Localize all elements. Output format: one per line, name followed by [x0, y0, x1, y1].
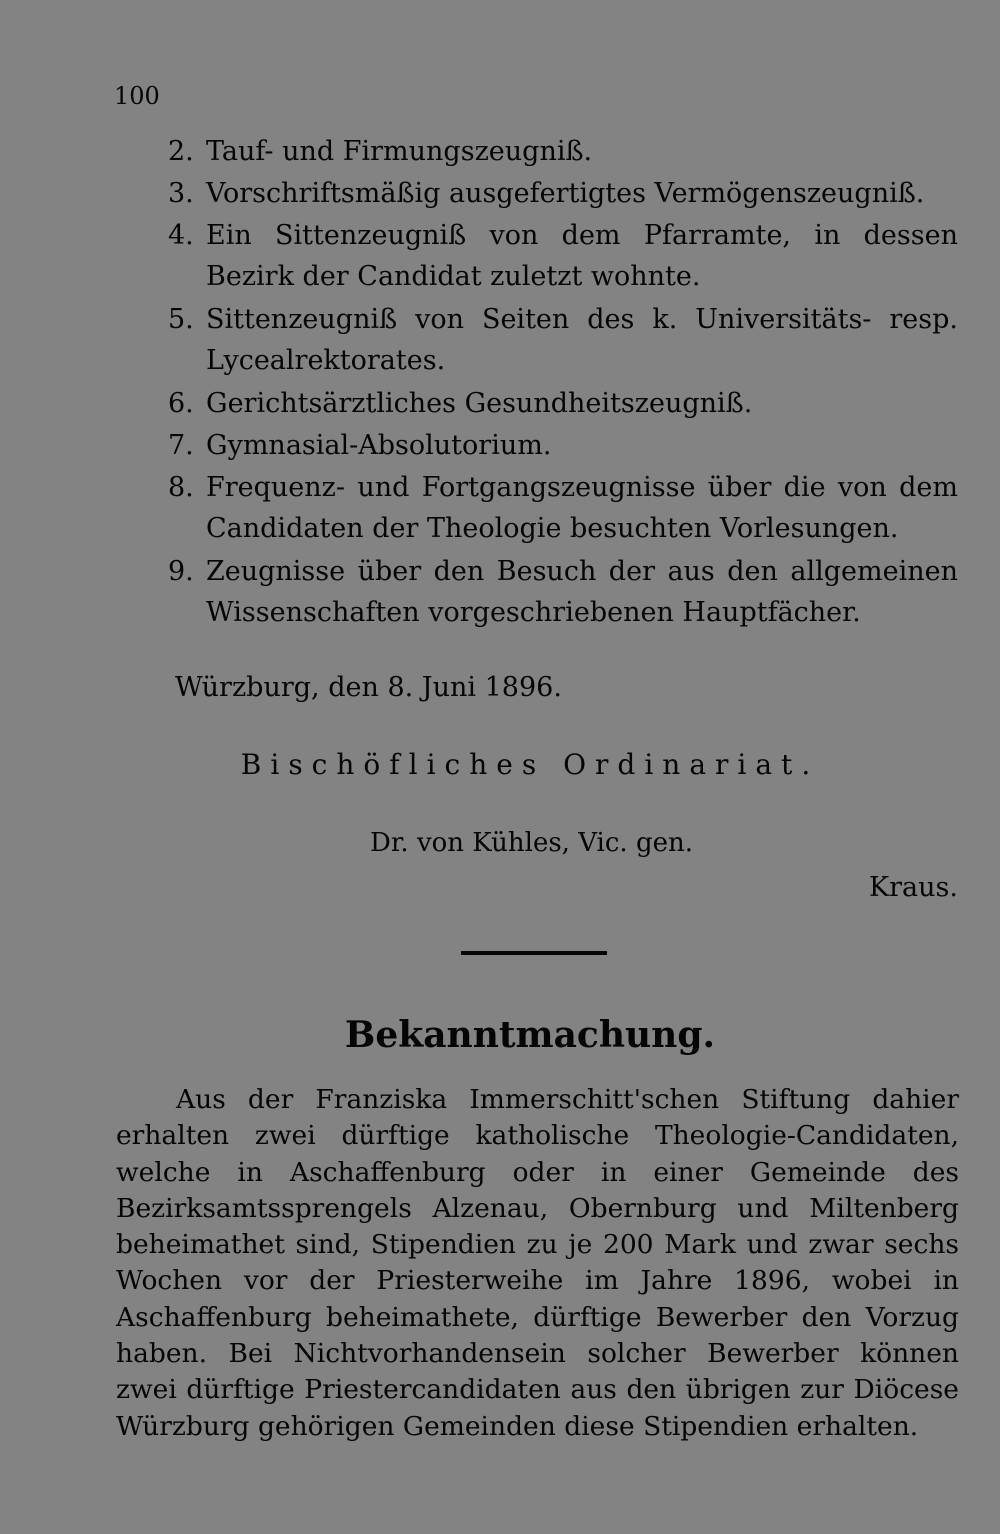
list-item [168, 551, 958, 633]
clerk-signature: Kraus. [868, 872, 958, 903]
list-item-number: 7. [168, 430, 194, 461]
list-item-text: Gerichtsärztliches Gesundheitszeugniß. [206, 388, 753, 419]
list-item [168, 299, 958, 381]
list-item-text: Ein Sittenzeugniß von dem Pfarramte, in dessen Bezirk der Candidat zuletzt wohnte. [206, 220, 958, 292]
issuing-office: Bischöfliches Ordinariat. [240, 748, 820, 781]
list-item [168, 215, 958, 297]
section-divider [461, 951, 607, 955]
list-item-number: 6. [168, 388, 194, 419]
list-item-text: Zeugnisse über den Besuch der aus den allgemeinen Wissenschaften vorgeschriebenen Hauptfächer. [206, 556, 958, 628]
list-item [168, 467, 958, 549]
list-item [168, 425, 958, 466]
place-date: Würzburg, den 8. Juni 1896. [175, 672, 562, 703]
list-item-number: 3. [168, 178, 194, 209]
list-item-number: 8. [168, 472, 194, 503]
list-item [168, 173, 958, 214]
list-item-text: Frequenz- und Fortgangszeugnisse über die von dem Candidaten der Theologie besuchten Vorlesungen. [206, 472, 958, 544]
list-item-text: Tauf- und Firmungszeugniß. [206, 136, 593, 167]
signer: Dr. von Kühles, Vic. gen. [370, 828, 693, 858]
announcement-text: Aus der Franziska Immerschitt'schen Stiftung dahier erhalten zwei dürftige katholische Theologie-Candidaten, welche in Aschaffenburg oder in einer Gemeinde des Bezirksamtssprengels Alzenau, Obernburg und Miltenberg beheimathet sind, Stipendien zu je 200 Mark und zwar sechs Wochen vor der Priesterweihe im Jahre 1896, wobei in Aschaffenburg beheimathete, dürftige Bewerber den Vorzug haben. Bei Nichtvorhandensein solcher Bewerber können zwei dürftige Priestercandidaten aus den übrigen zur Diöcese Würzburg gehörigen Gemeinden diese Stipendien erhalten. [116, 1084, 959, 1442]
section-heading: Bekanntmachung. [344, 1014, 716, 1056]
list-item-text: Sittenzeugniß von Seiten des k. Universitäts- resp. Lycealrektorates. [206, 304, 958, 376]
list-item-number: 2. [168, 136, 194, 167]
list-item [168, 131, 958, 172]
list-item-text: Vorschriftsmäßig ausgefertigtes Vermögenszeugniß. [206, 178, 925, 209]
list-item [168, 383, 958, 424]
list-item-text: Gymnasial-Absolutorium. [206, 430, 552, 461]
list-item-number: 4. [168, 220, 194, 251]
list-item-number: 5. [168, 304, 194, 335]
list-item-number: 9. [168, 556, 194, 587]
page-number: 100 [114, 82, 160, 110]
